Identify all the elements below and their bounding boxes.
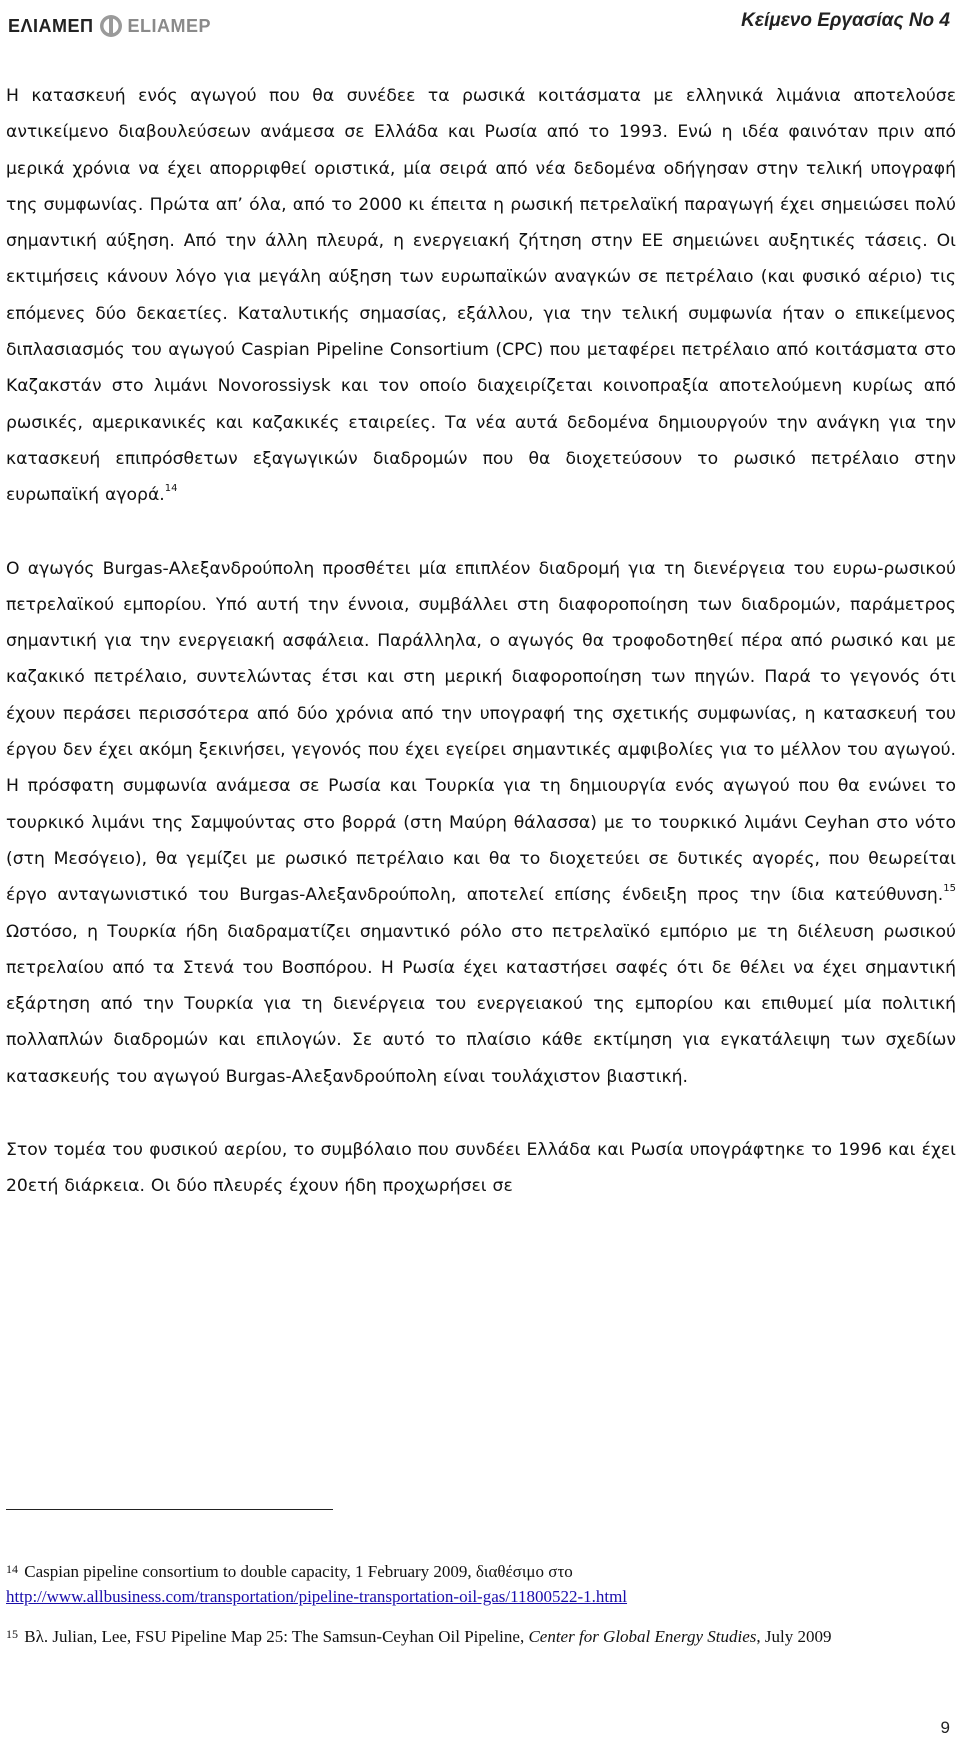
eliamep-emblem-icon	[99, 14, 123, 38]
footnote-ref-15[interactable]: 15	[943, 882, 956, 894]
paragraph-text: Η κατασκευή ενός αγωγού που θα συνέδεε τα ρωσικά κοιτάσματα με ελληνικά λιμάνια αποτελούσε αντικείμενο διαβουλεύσεων ανάμεσα σε Ελλάδα και Ρωσία από το 1993. Ενώ η ιδέα φαινόταν πριν από μερικά χρόνια να έχει απορριφθεί οριστικά, μία σειρά από νέα δεδομένα οδήγησαν στην τελική υπογραφή της συμφωνίας. Πρώτα απ’ όλα, από το 2000 κι έπειτα η ρωσική πετρελαϊκή παραγωγή έχει σημειώσει πολύ σημαντική αύξηση. Από την άλλη πλευρά, η ενεργειακή ζήτηση στην ΕΕ σημειώνει αυξητικές τάσεις. Οι εκτιμήσεις κάνουν λόγο για μεγάλη αύξηση των ευρωπαϊκών αναγκών σε πετρέλαιο (και φυσικό αέριο) τις επόμενες δύο δεκαετίες. Καταλυτικής σημασίας, εξάλλου, για την τελική συμφωνία ήταν ο επικείμενος διπλασιασμός του αγωγού Caspian Pipeline Consortium (CPC) που μεταφέρει πετρέλαιο από κοιτάσματα στο Καζακστάν στο λιμάνι Novorossiysk και τον οποίο διαχειρίζεται κοινοπραξία αποτελούμενη κυρίως από ρωσικές, αμερικανικές και καζακικές εταιρείες. Τα νέα αυτά δεδομένα δημιουργούν την ανάγκη για την κατασκευή επιπρόσθετων εξαγωγικών διαδρομών που θα διοχετεύσουν το ρωσικό πετρέλαιο στην ευρωπαϊκή αγορά.	[6, 86, 956, 506]
paragraph-1	[6, 78, 956, 514]
document-body	[6, 78, 956, 1205]
paragraph-3	[6, 1132, 956, 1205]
footnote-separator	[6, 1509, 333, 1510]
paragraph-text: Ο αγωγός Burgas-Αλεξανδρούπολη προσθέτει μία επιπλέον διαδρομή για τη διενέργεια του ευρω-ρωσικού πετρελαϊκού εμπορίου. Υπό αυτή την έννοια, συμβάλλει στη διαφοροποίηση των διαδρομών, παράμετρος σημαντική για την ενεργειακή ασφάλεια. Παράλληλα, ο αγωγός θα τροφοδοτηθεί πέρα από ρωσικό και με καζακικό πετρέλαιο, συντελώντας έτσι και στη μερική διαφοροποίηση των πηγών. Παρά το γεγονός ότι έχουν περάσει περισσότερα από δύο χρόνια από την υπογραφή της σχετικής συμφωνίας, η κατασκευή του έργου δεν έχει ακόμη ξεκινήσει, γεγονός που έχει εγείρει σημαντικές αμφιβολίες για το μέλλον του αγωγού. Η πρόσφατη συμφωνία ανάμεσα σε Ρωσία και Τουρκία για τη δημιουργία ενός αγωγού που θα ενώνει το τουρκικό λιμάνι της Σαμψούντας στο βορρά (στη Μαύρη θάλασσα) με το τουρκικό λιμάνι Ceyhan στο νότο (στη Μεσόγειο), θα γεμίζει με ρωσικό πετρέλαιο και θα το διοχετεύει σε δυτικές αγορές, που θεωρείται έργο ανταγωνιστικό του Burgas-Αλεξανδρούπολη, αποτελεί επίσης ένδειξη προς την ίδια κατεύθυνση.	[6, 558, 956, 906]
footnote-number: 15	[6, 1627, 18, 1641]
paragraph-text-continued: Ωστόσο, η Τουρκία ήδη διαδραματίζει σημαντικό ρόλο στο πετρελαϊκό εμπόριο με τη διέλευση ρωσικού πετρελαίου από τα Στενά του Βοσπόρου. Η Ρωσία έχει καταστήσει σαφές ότι δε θέλει να έχει σημαντική εξάρτηση από την Τουρκία για τη διενέργεια του ενεργειακού της εμπορίου και επιθυμεί μία πολιτική πολλαπλών διαδρομών και επιλογών. Σε αυτό το πλαίσιο κάθε εκτίμηση για εγκατάλειψη των σχεδίων κατασκευής του αγωγού Burgas-Αλεξανδρούπολη είναι τουλάχιστον βιαστική.	[6, 921, 956, 1087]
eliamep-logo	[8, 11, 211, 41]
page-number: 9	[940, 1718, 950, 1737]
footnote-15	[6, 1625, 956, 1650]
footnote-text: Βλ. Julian, Lee, FSU Pipeline Map 25: The Samsun-Ceyhan Oil Pipeline,	[24, 1627, 525, 1646]
footnotes	[6, 1560, 956, 1650]
page-header	[0, 0, 960, 52]
footnote-number: 14	[6, 1562, 18, 1576]
footnote-ref-14[interactable]: 14	[164, 482, 178, 494]
footnote-14	[6, 1560, 956, 1609]
working-paper-title: Κείμενο Εργασίας No 4	[741, 10, 950, 31]
logo-greek-text: ΕΛΙΑΜΕΠ	[8, 15, 94, 36]
footnote-link[interactable]: http://www.allbusiness.com/transportation/pipeline-transportation-oil-gas/11800522-1.html	[6, 1587, 628, 1606]
logo-latin-text: ELIAMEP	[127, 15, 212, 36]
footnote-date: , July 2009	[756, 1627, 832, 1646]
footnote-text: Caspian pipeline consortium to double capacity, 1 February 2009, διαθέσιμο στο	[24, 1562, 573, 1581]
paragraph-2	[6, 551, 956, 1095]
footnote-source: Center for Global Energy Studies	[528, 1627, 757, 1646]
paragraph-text: Στον τομέα του φυσικού αερίου, το συμβόλαιο που συνδέει Ελλάδα και Ρωσία υπογράφτηκε το 1996 και έχει 20ετή διάρκεια. Οι δύο πλευρές έχουν ήδη προχωρήσει σε	[6, 1140, 956, 1197]
